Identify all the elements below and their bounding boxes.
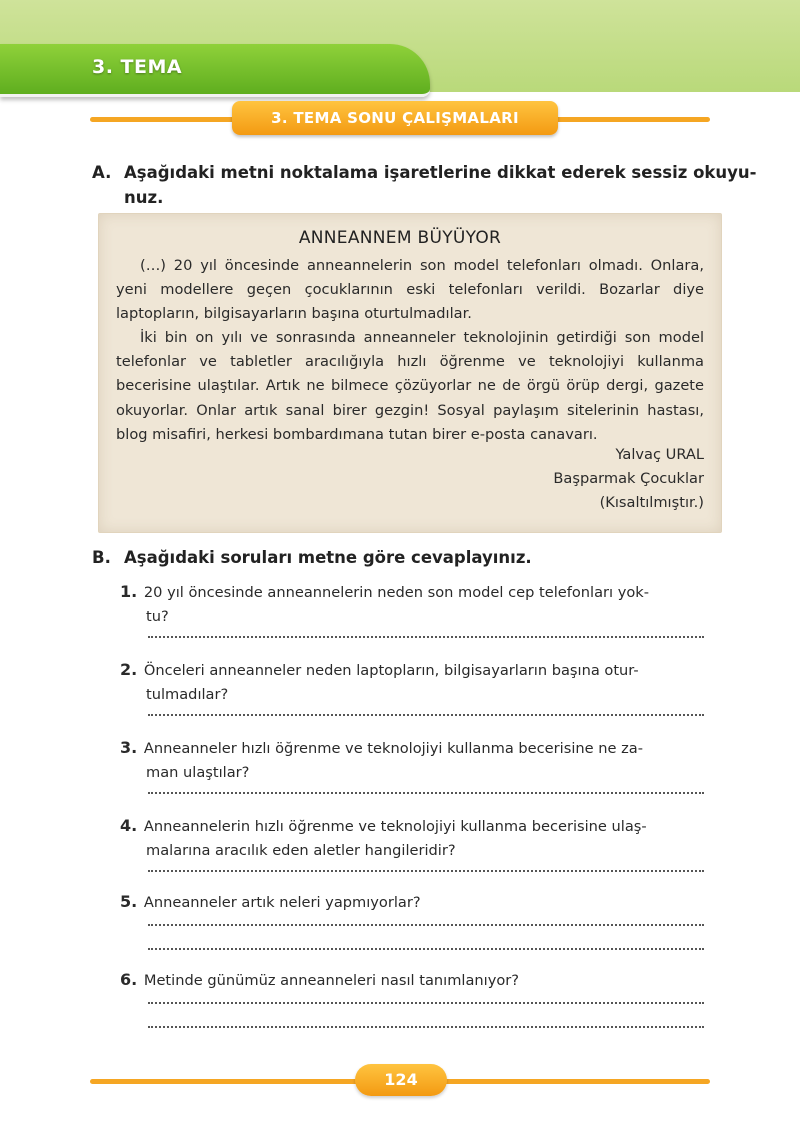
footer-line-left: [90, 1079, 360, 1084]
section-b-letter: B.: [92, 548, 111, 567]
section-line-right: [550, 117, 710, 122]
answer-line[interactable]: [148, 1024, 704, 1028]
section-b-text: Aşağıdaki soruları metne göre cevaplayınız.: [124, 548, 532, 567]
question-number: 1.: [120, 582, 138, 601]
answer-line[interactable]: [148, 1000, 704, 1004]
reading-note: (Kısaltılmıştır.): [599, 494, 704, 511]
reading-author: Yalvaç URAL: [615, 446, 704, 463]
question-4: [120, 814, 710, 863]
section-banner: 3. TEMA SONU ÇALIŞMALARI: [232, 101, 558, 135]
question-number: 6.: [120, 970, 138, 989]
section-a-line1: Aşağıdaki metni noktalama işaretlerine dikkat ederek sessiz okuyu-: [124, 163, 757, 182]
reading-title: ANNEANNEM BÜYÜYOR: [298, 228, 502, 248]
question-6: [120, 968, 710, 993]
question-5: [120, 890, 710, 915]
question-2: [120, 658, 710, 707]
question-text: Anneanneler hızlı öğrenme ve teknolojiyi kullanma becerisine ne za-: [143, 740, 643, 757]
section-line-left: [90, 117, 240, 122]
question-text: Anneannelerin hızlı öğrenme ve teknolojiyi kullanma becerisine ulaş-: [143, 818, 647, 835]
answer-line[interactable]: [148, 712, 704, 716]
tema-title: 3. TEMA: [92, 56, 183, 78]
question-text: Önceleri anneanneler neden laptopların, bilgisayarların başına otur-: [143, 662, 639, 679]
section-a-letter: A.: [92, 163, 112, 182]
question-number: 2.: [120, 660, 138, 679]
answer-line[interactable]: [148, 868, 704, 872]
reading-paragraph-1: (…) 20 yıl öncesinde anneannelerin son model telefonları olmadı. Onlara, yeni modellere geçen çocuklarının eski telefonları verildi. Bozarlar diye laptopların, bilgisayarların başına oturtulmadılar.: [116, 257, 704, 323]
question-text: 20 yıl öncesinde anneannelerin neden son model cep telefonları yok-: [143, 584, 650, 601]
section-a-instruction: [92, 160, 757, 185]
question-1: [120, 580, 710, 629]
answer-line[interactable]: [148, 790, 704, 794]
question-text-cont: malarına aracılık eden aletler hangileridir?: [146, 842, 456, 859]
footer-line-right: [442, 1079, 710, 1084]
question-text: Metinde günümüz anneanneleri nasıl tanımlanıyor?: [143, 972, 520, 989]
reading-paragraph-2: İki bin on yılı ve sonrasında anneanneler teknolojinin getirdiği son model telefonlar ve tabletler aracılığıyla hızlı öğrenme ve teknolojiyi kullanma becerisine ulaştılar. Artık ne bilmece çözüyorlar ne de örgü örüp dergi, gazete okuyorlar. Onlar artık sanal birer gezgin! Sosyal paylaşım sitelerinin hastası, blog misafiri, herkesi bombardımana tutan birer e-posta canavarı.: [116, 329, 704, 443]
question-text-cont: tu?: [146, 608, 169, 625]
question-text: Anneanneler artık neleri yapmıyorlar?: [143, 894, 421, 911]
reading-book: Başparmak Çocuklar: [553, 470, 704, 487]
answer-line[interactable]: [148, 946, 704, 950]
page-number: 124: [355, 1064, 447, 1096]
question-number: 4.: [120, 816, 138, 835]
answer-line[interactable]: [148, 634, 704, 638]
question-number: 3.: [120, 738, 138, 757]
question-text-cont: man ulaştılar?: [146, 764, 250, 781]
answer-line[interactable]: [148, 922, 704, 926]
tema-tab: [0, 44, 430, 97]
question-number: 5.: [120, 892, 138, 911]
section-a-line2: nuz.: [124, 188, 164, 207]
section-b-instruction: [92, 545, 532, 570]
question-text-cont: tulmadılar?: [146, 686, 229, 703]
question-3: [120, 736, 710, 785]
